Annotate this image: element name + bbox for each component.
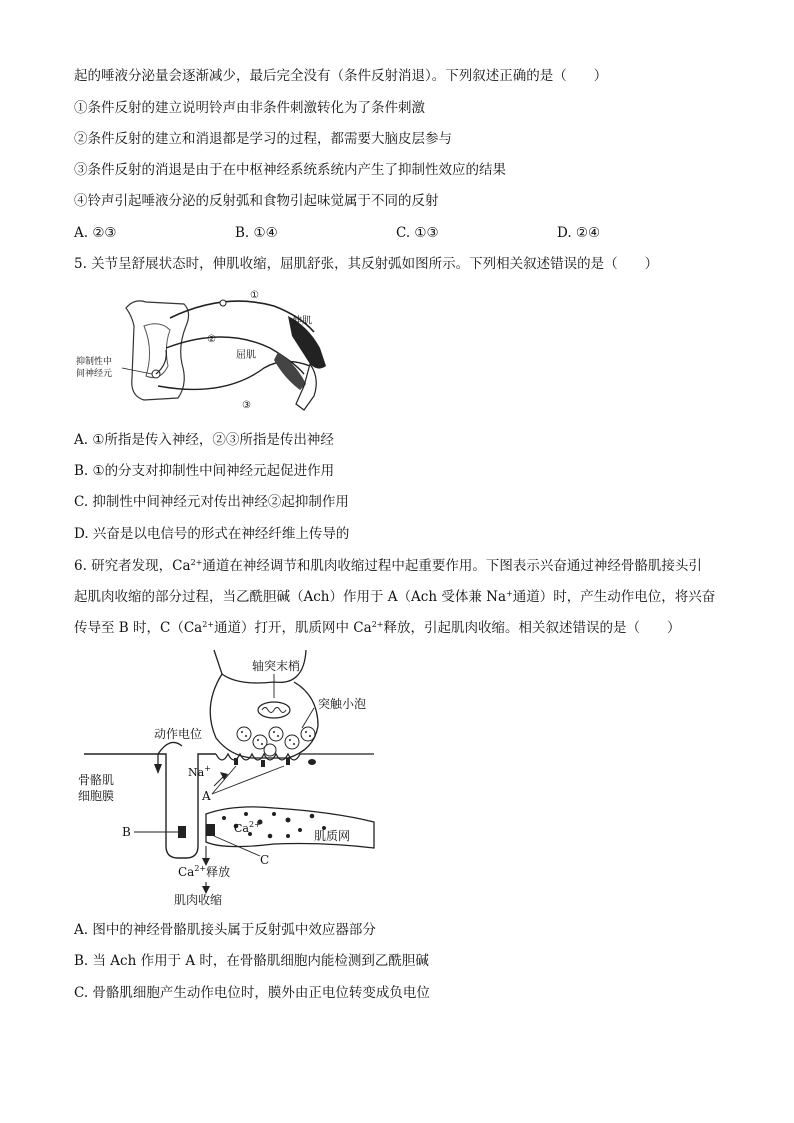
q6-stem-line-3: 传导至 B 时，$C(Ca^{2+}$通道）打开，肌质网中 $Ca^{2+}$释放，引起肌肉收缩。相关叙述错误的是（ ） <box>74 620 681 636</box>
q5-option-a[interactable]: A. ①所指是传入神经，②③所指是传出神经 <box>74 432 334 448</box>
channel-c-icon <box>206 824 215 836</box>
q5-option-d[interactable]: D. 兴奋是以电信号的形式在神经纤维上传导的 <box>74 526 350 542</box>
q5-reflex-arc-figure <box>74 286 334 416</box>
calcium-label: $Ca^{2+}$ <box>234 820 261 835</box>
q5-option-b[interactable]: B. ①的分支对抑制性中间神经元起促进作用 <box>74 463 335 479</box>
label-a: A <box>202 789 211 803</box>
q5-option-c[interactable]: C. 抑制性中间神经元对传出神经②起抑制作用 <box>74 494 349 510</box>
q4-option-c[interactable]: C. ①③ <box>396 225 439 241</box>
label-2: ② <box>207 334 216 345</box>
calcium-release-label: $Ca^{2+}$释放 <box>178 864 231 879</box>
spinal-cord-outline <box>126 301 189 400</box>
q6-option-b[interactable]: B. 当 Ach 作用于 A 时，在骨骼肌细胞内能检测到乙酰胆碱 <box>74 953 429 969</box>
q4-option-b[interactable]: B. ①④ <box>235 225 278 241</box>
q4-stem-tail: 起的唾液分泌量会逐渐减少，最后完全没有（条件反射消退）。下列叙述正确的是（ ） <box>74 68 608 84</box>
interneuron-label-2: 间神经元 <box>76 369 113 379</box>
q6-stem-line-2: 起肌肉收缩的部分过程，当乙酰胆碱（Ach）作用于 A（Ach 受体兼 Na+通道）时，产生动作电位，将兴奋 <box>74 589 716 605</box>
sr-label: 肌质网 <box>314 829 351 843</box>
interneuron-label-1: 抑制性中 <box>76 357 113 367</box>
q6-option-a[interactable]: A. 图中的神经骨骼肌接头属于反射弧中效应器部分 <box>74 922 376 938</box>
ganglion-icon <box>220 300 226 306</box>
membrane-label-1: 骨骼肌 <box>78 773 115 787</box>
label-3: ③ <box>242 400 251 411</box>
label-1: ① <box>250 290 259 301</box>
channel-b-icon <box>178 826 186 838</box>
extensor-label: 伸肌 <box>292 316 312 327</box>
synaptic-vesicle-label: 突触小泡 <box>318 697 367 711</box>
label-c: C <box>260 853 270 867</box>
q6-option-c[interactable]: C. 骨骼肌细胞产生动作电位时，膜外由正电位转变成负电位 <box>74 985 430 1001</box>
q4-option-d[interactable]: D. ②④ <box>557 225 601 241</box>
membrane-label-2: 细胞膜 <box>78 789 115 803</box>
axon-terminal-label: 轴突末梢 <box>252 659 301 673</box>
action-potential-arrow <box>154 764 162 774</box>
q6-stem-line-1: 6. 研究者发现，$Ca^{2+}$通道在神经调节和肌肉收缩过程中起重要作用。下图表示兴奋通过神经骨骼肌接头引 <box>74 558 702 574</box>
q4-option-a[interactable]: A. ②③ <box>74 225 117 241</box>
flexor-label: 屈肌 <box>236 350 256 361</box>
q4-statement-3: ③条件反射的消退是由于在中枢神经系统系统内产生了抑制性效应的结果 <box>74 162 506 178</box>
q4-statement-1: ①条件反射的建立说明铃声由非条件刺激转化为了条件刺激 <box>74 100 425 116</box>
q4-statement-4: ④铃声引起唾液分泌的反射弧和食物引起味觉属于不同的反射 <box>74 193 439 209</box>
q5-stem: 5. 关节呈舒展状态时，伸肌收缩，屈肌舒张，其反射弧如图所示。下列相关叙述错误的是（ ） <box>74 256 659 272</box>
q4-statement-2: ②条件反射的建立和消退都是学习的过程，都需要大脑皮层参与 <box>74 131 452 147</box>
contraction-label: 肌肉收缩 <box>174 893 223 907</box>
synaptic-vesicles <box>237 727 315 756</box>
na-label: Na+ <box>188 764 211 779</box>
q6-neuromuscular-junction-figure <box>74 646 384 908</box>
action-potential-label: 动作电位 <box>154 727 203 741</box>
label-b: B <box>122 825 131 839</box>
